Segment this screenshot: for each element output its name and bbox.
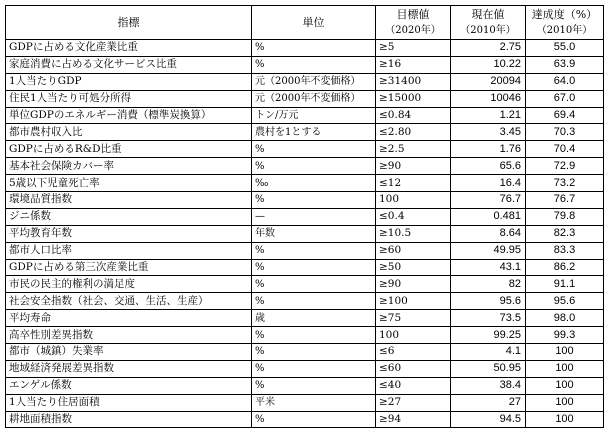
target-cell: ≥2.5 — [376, 141, 451, 158]
table-row — [6, 107, 604, 124]
target-cell: ≤2.80 — [376, 124, 451, 141]
table-row — [6, 360, 604, 377]
indicator-cell: 環境品質指数 — [6, 192, 252, 209]
current-cell: 43.1 — [451, 259, 526, 276]
indicator-cell: 家庭消費に占める文化サービス比重 — [6, 56, 252, 73]
target-cell: ≥27 — [376, 394, 451, 411]
table-row — [6, 175, 604, 192]
unit-cell: % — [252, 56, 376, 73]
header-row-top — [6, 6, 604, 23]
indicator-cell: 社会安全指数（社会、交通、生活、生産） — [6, 293, 252, 310]
current-cell: 50.95 — [451, 360, 526, 377]
indicator-cell: 高卒性別差異指数 — [6, 327, 252, 344]
achievement-cell: 82.3 — [526, 225, 604, 242]
indicator-cell: 市民の民主的権利の満足度 — [6, 276, 252, 293]
target-cell: 100 — [376, 192, 451, 209]
indicator-cell: 基本社会保険カバー率 — [6, 158, 252, 175]
unit-cell: 年数 — [252, 225, 376, 242]
target-cell: ≤6 — [376, 344, 451, 361]
current-cell: 65.6 — [451, 158, 526, 175]
target-cell: ≥94 — [376, 411, 451, 428]
current-cell: 95.6 — [451, 293, 526, 310]
unit-cell: 平米 — [252, 394, 376, 411]
header-achievement: 達成度（%） — [526, 6, 604, 23]
achievement-cell: 83.3 — [526, 242, 604, 259]
table-row — [6, 310, 604, 327]
table-row — [6, 208, 604, 225]
current-cell: 27 — [451, 394, 526, 411]
target-cell: ≥16 — [376, 56, 451, 73]
achievement-cell: 73.2 — [526, 175, 604, 192]
achievement-cell: 76.7 — [526, 192, 604, 209]
unit-cell: % — [252, 293, 376, 310]
indicator-cell: 地域経済発展差異指数 — [6, 360, 252, 377]
achievement-cell: 86.2 — [526, 259, 604, 276]
target-cell: ≤0.4 — [376, 208, 451, 225]
current-cell: 8.64 — [451, 225, 526, 242]
table-row — [6, 242, 604, 259]
target-cell: ≤12 — [376, 175, 451, 192]
unit-cell: 元（2000年不変価格） — [252, 73, 376, 90]
current-cell: 0.481 — [451, 208, 526, 225]
target-cell: ≥100 — [376, 293, 451, 310]
target-cell: ≤0.84 — [376, 107, 451, 124]
achievement-cell: 79.8 — [526, 208, 604, 225]
unit-cell: % — [252, 344, 376, 361]
table-row — [6, 276, 604, 293]
table-row — [6, 344, 604, 361]
current-cell: 49.95 — [451, 242, 526, 259]
indicator-cell: GDPに占める第三次産業比重 — [6, 259, 252, 276]
unit-cell: % — [252, 327, 376, 344]
current-cell: 4.1 — [451, 344, 526, 361]
header-unit: 単位 — [252, 6, 376, 40]
indicator-cell: 5歳以下児童死亡率 — [6, 175, 252, 192]
current-cell: 1.21 — [451, 107, 526, 124]
achievement-cell: 100 — [526, 377, 604, 394]
indicator-cell: 平均教育年数 — [6, 225, 252, 242]
current-cell: 3.45 — [451, 124, 526, 141]
indicator-table — [5, 5, 604, 428]
achievement-cell: 64.0 — [526, 73, 604, 90]
target-cell: ≥90 — [376, 276, 451, 293]
indicator-cell: 都市（城鎮）失業率 — [6, 344, 252, 361]
achievement-cell: 70.3 — [526, 124, 604, 141]
table-row — [6, 192, 604, 209]
header-target: 目標値 — [376, 6, 451, 23]
current-cell: 1.76 — [451, 141, 526, 158]
current-cell: 20094 — [451, 73, 526, 90]
current-cell: 94.5 — [451, 411, 526, 428]
unit-cell: % — [252, 242, 376, 259]
target-cell: ≤40 — [376, 377, 451, 394]
indicator-cell: エンゲル係数 — [6, 377, 252, 394]
achievement-cell: 67.0 — [526, 90, 604, 107]
achievement-cell: 91.1 — [526, 276, 604, 293]
unit-cell: % — [252, 411, 376, 428]
target-cell: ≥5 — [376, 40, 451, 57]
header-target-year: （2020年） — [376, 23, 451, 40]
indicator-cell: 耕地面積指数 — [6, 411, 252, 428]
table-row — [6, 377, 604, 394]
table-row — [6, 124, 604, 141]
unit-cell: % — [252, 192, 376, 209]
unit-cell: % — [252, 377, 376, 394]
achievement-cell: 70.4 — [526, 141, 604, 158]
table-row — [6, 411, 604, 428]
achievement-cell: 98.0 — [526, 310, 604, 327]
target-cell: ≥31400 — [376, 73, 451, 90]
target-cell: ≥60 — [376, 242, 451, 259]
indicator-cell: 1人当たりGDP — [6, 73, 252, 90]
achievement-cell: 72.9 — [526, 158, 604, 175]
table-row — [6, 225, 604, 242]
table-row — [6, 56, 604, 73]
unit-cell: % — [252, 158, 376, 175]
current-cell: 10.22 — [451, 56, 526, 73]
achievement-cell: 63.9 — [526, 56, 604, 73]
indicator-cell: ジニ係数 — [6, 208, 252, 225]
unit-cell: — — [252, 208, 376, 225]
current-cell: 16.4 — [451, 175, 526, 192]
achievement-cell: 99.3 — [526, 327, 604, 344]
header-current: 現在値 — [451, 6, 526, 23]
indicator-cell: 都市人口比率 — [6, 242, 252, 259]
target-cell: ≥75 — [376, 310, 451, 327]
header-achievement-year: （2010年） — [526, 23, 604, 40]
unit-cell: % — [252, 360, 376, 377]
header-indicator: 指標 — [6, 6, 252, 40]
target-cell: ≥50 — [376, 259, 451, 276]
current-cell: 38.4 — [451, 377, 526, 394]
indicator-cell: GDPに占めるR&D比重 — [6, 141, 252, 158]
indicator-cell: 1人当たり住居面積 — [6, 394, 252, 411]
table-row — [6, 394, 604, 411]
target-cell: 100 — [376, 327, 451, 344]
achievement-cell: 69.4 — [526, 107, 604, 124]
indicator-cell: 単位GDPのエネルギー消費（標準炭換算） — [6, 107, 252, 124]
unit-cell: % — [252, 141, 376, 158]
table-row — [6, 40, 604, 57]
target-cell: ≥15000 — [376, 90, 451, 107]
table-row — [6, 90, 604, 107]
unit-cell: % — [252, 40, 376, 57]
indicator-cell: 都市農村収入比 — [6, 124, 252, 141]
table-row — [6, 327, 604, 344]
table-row — [6, 141, 604, 158]
unit-cell: 農村を1とする — [252, 124, 376, 141]
current-cell: 2.75 — [451, 40, 526, 57]
target-cell: ≤60 — [376, 360, 451, 377]
achievement-cell: 55.0 — [526, 40, 604, 57]
target-cell: ≥10.5 — [376, 225, 451, 242]
achievement-cell: 100 — [526, 344, 604, 361]
achievement-cell: 100 — [526, 394, 604, 411]
table-row — [6, 73, 604, 90]
unit-cell: 元（2000年不変価格） — [252, 90, 376, 107]
achievement-cell: 100 — [526, 360, 604, 377]
unit-cell: トン/万元 — [252, 107, 376, 124]
current-cell: 76.7 — [451, 192, 526, 209]
unit-cell: % — [252, 259, 376, 276]
current-cell: 73.5 — [451, 310, 526, 327]
header-current-year: （2010年） — [451, 23, 526, 40]
achievement-cell: 100 — [526, 411, 604, 428]
indicator-cell: 平均寿命 — [6, 310, 252, 327]
indicator-cell: GDPに占める文化産業比重 — [6, 40, 252, 57]
unit-cell: 歳 — [252, 310, 376, 327]
table-row — [6, 158, 604, 175]
indicator-cell: 住民1人当たり可処分所得 — [6, 90, 252, 107]
unit-cell: % — [252, 276, 376, 293]
target-cell: ≥90 — [376, 158, 451, 175]
current-cell: 99.25 — [451, 327, 526, 344]
unit-cell: ‰ — [252, 175, 376, 192]
table-row — [6, 259, 604, 276]
current-cell: 82 — [451, 276, 526, 293]
table-row — [6, 293, 604, 310]
current-cell: 10046 — [451, 90, 526, 107]
achievement-cell: 95.6 — [526, 293, 604, 310]
